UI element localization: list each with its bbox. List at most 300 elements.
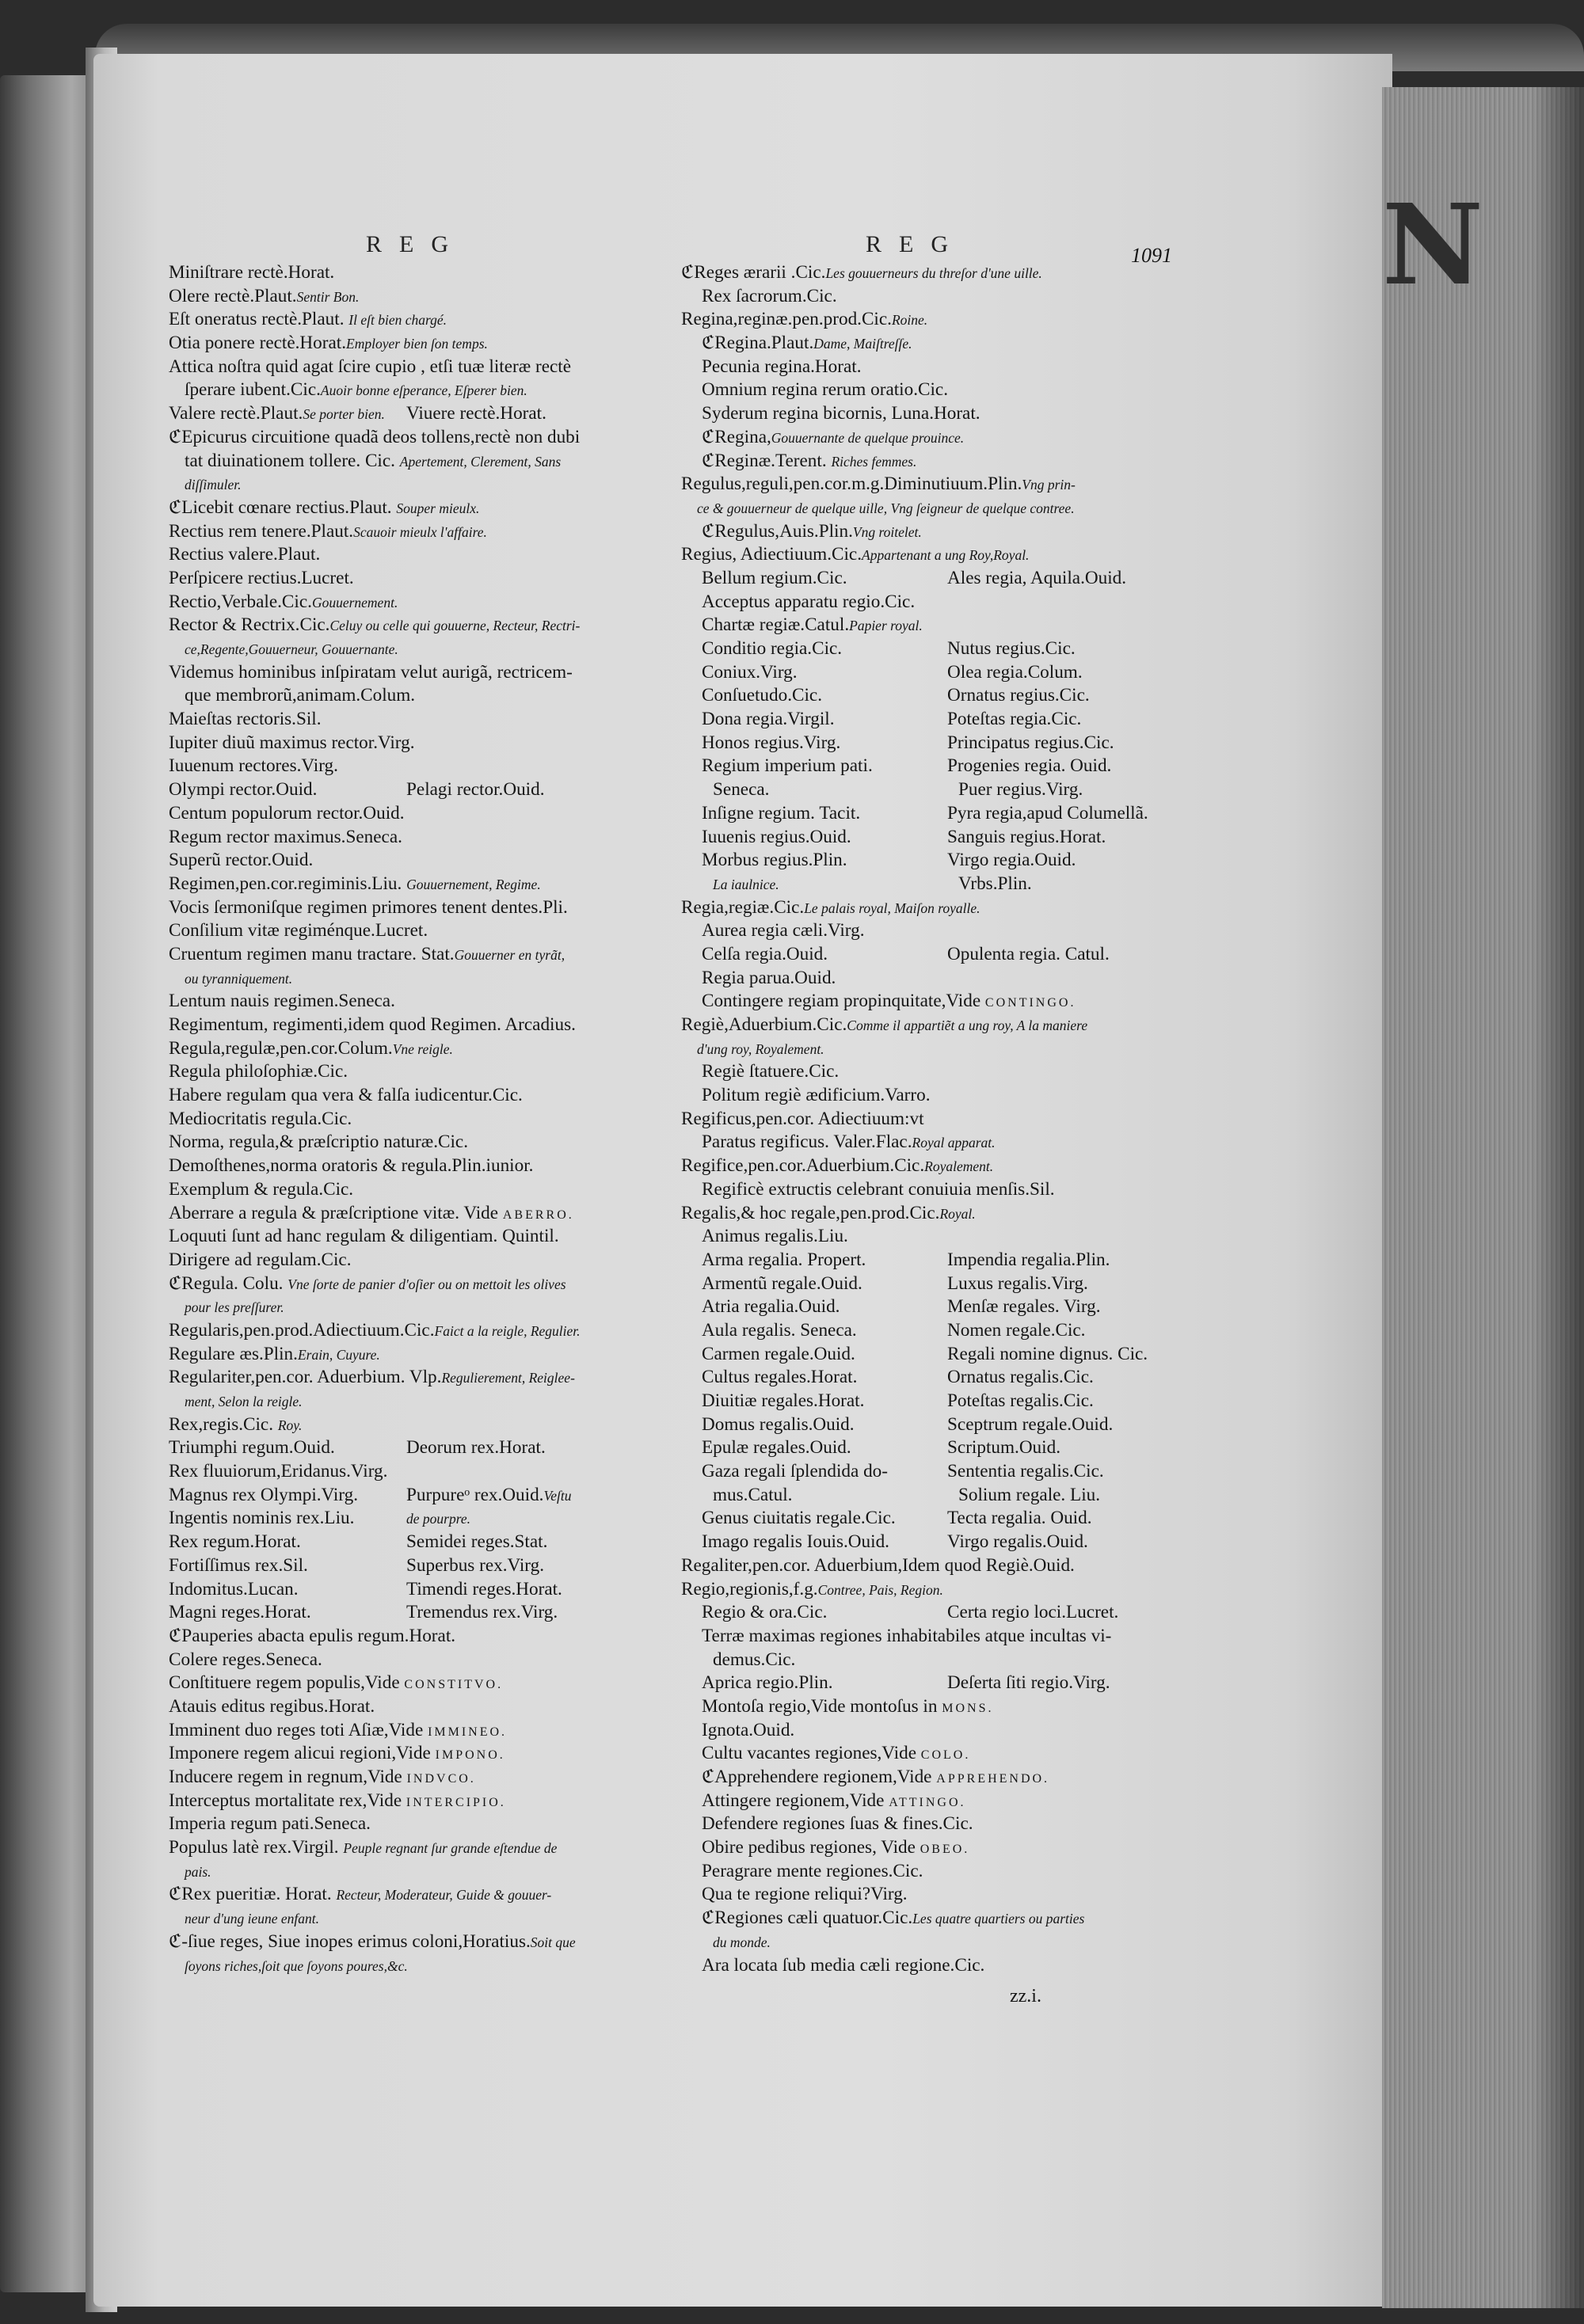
dictionary-line <box>169 1436 636 1460</box>
entry-right-half <box>406 778 545 802</box>
dictionary-line <box>169 1295 636 1319</box>
latin-text: Aberrare a regula & præſcriptione vitæ. Vide <box>169 1202 503 1223</box>
dictionary-line <box>169 1202 636 1226</box>
entry-right-half <box>947 1295 1101 1319</box>
dictionary-line <box>169 1225 636 1249</box>
latin-text: mus.Catul. <box>713 1484 793 1505</box>
latin-text: Iupiter diuũ maximus rector.Virg. <box>169 732 415 753</box>
french-gloss: Celuy ou celle qui gouuerne, Recteur, Rectri- <box>329 618 581 634</box>
latin-text: Regificus,pen.cor. Adiectiuum:vt <box>681 1108 924 1129</box>
latin-text: ſperare iubent.Cic. <box>185 379 321 401</box>
dictionary-line <box>169 1860 636 1884</box>
dictionary-line <box>681 708 1137 732</box>
dictionary-line <box>681 732 1137 755</box>
entry-right-half <box>406 402 546 426</box>
dictionary-line <box>681 1249 1137 1272</box>
french-gloss: diſſimuler. <box>185 477 242 493</box>
latin-text: Pelagi rector.Ouid. <box>406 779 545 801</box>
latin-text: Semidei reges.Stat. <box>406 1531 548 1553</box>
dictionary-line <box>169 1272 636 1296</box>
latin-text: Imago regalis Iouis.Ouid. <box>702 1531 889 1553</box>
latin-text: Otia ponere rectè.Horat. <box>169 333 347 354</box>
french-gloss: Royal. <box>939 1205 976 1222</box>
dictionary-line <box>681 1272 1137 1296</box>
dictionary-line <box>681 1484 1137 1508</box>
latin-text: Genus ciuitatis regale.Cic. <box>702 1508 896 1529</box>
latin-text: Regina,reginæ.pen.prod.Cic. <box>681 309 892 330</box>
french-gloss: Gouuernement, Regime. <box>406 876 541 892</box>
french-gloss: Riches femmes. <box>831 453 917 470</box>
latin-text: ℭRex pueritiæ. Horat. <box>169 1884 337 1905</box>
french-gloss: Contree, Pais, Region. <box>817 1581 943 1598</box>
latin-text: Imperia regum pati.Seneca. <box>169 1813 371 1835</box>
dictionary-line <box>681 1108 1137 1132</box>
latin-text: Regulariter,pen.cor. Aduerbium. Vlp. <box>169 1367 442 1388</box>
dictionary-line <box>169 1343 636 1367</box>
french-gloss: Roy. <box>277 1417 303 1433</box>
latin-text: Chartæ regiæ.Catul. <box>702 614 850 636</box>
dictionary-line <box>681 543 1137 567</box>
latin-text: Ales regia, Aquila.Ouid. <box>947 567 1127 588</box>
latin-text: ℭRegina, <box>702 426 771 447</box>
latin-text: Contingere regiam propinquitate,Vide <box>702 991 985 1012</box>
latin-text: Montoſa regio,Vide montoſus in <box>702 1695 942 1717</box>
dictionary-line <box>681 308 1137 332</box>
latin-text: Acceptus apparatu regio.Cic. <box>702 591 916 612</box>
latin-text: Indomitus.Lucan. <box>169 1578 299 1599</box>
dictionary-line <box>681 1343 1148 1367</box>
latin-text: ℭRegina.Plaut. <box>702 333 814 354</box>
entry-right-half <box>947 755 1111 778</box>
latin-text: Syderum regina bicornis, Luna.Horat. <box>702 403 980 424</box>
dictionary-line <box>681 1790 1137 1813</box>
dictionary-line <box>681 896 1137 920</box>
dictionary-line <box>169 1413 636 1437</box>
dictionary-line <box>169 708 636 732</box>
latin-text: Populus latè rex.Virgil. <box>169 1837 344 1858</box>
latin-text: Regum rector maximus.Seneca. <box>169 826 402 847</box>
dictionary-line <box>169 1131 636 1154</box>
dictionary-line <box>169 1695 636 1719</box>
dictionary-line <box>169 261 636 285</box>
entry-right-half <box>947 1319 1085 1343</box>
latin-text: Iuuenis regius.Ouid. <box>702 826 851 847</box>
latin-text: Armentũ regale.Ouid. <box>702 1272 862 1294</box>
entry-left-half <box>702 661 947 685</box>
entry-right-half <box>947 661 1083 685</box>
dictionary-line <box>169 1084 636 1108</box>
latin-text: Pyra regia,apud Columellã. <box>947 802 1148 823</box>
french-gloss: Erain, Cuyure. <box>297 1346 380 1363</box>
dictionary-line <box>681 520 1137 544</box>
latin-text: Deorum rex.Horat. <box>406 1437 546 1459</box>
latin-text: Sententia regalis.Cic. <box>947 1461 1104 1482</box>
french-gloss: Royalement. <box>924 1158 994 1175</box>
entry-left-half <box>169 1554 406 1578</box>
french-gloss: Gouuernante de quelque prouince. <box>771 429 965 446</box>
dictionary-line <box>169 1672 636 1695</box>
entry-left-half <box>169 1436 406 1460</box>
entry-left-half <box>702 849 947 873</box>
french-gloss: d'ung roy, Royalement. <box>697 1040 824 1057</box>
french-gloss: Le palais royal, Maiſon royalle. <box>804 900 980 916</box>
french-gloss: ce & gouuerneur de quelque uille, Vng ſeigneur de quelque contree. <box>697 500 1075 516</box>
cross-reference: INDVCO. <box>406 1772 476 1786</box>
dictionary-line <box>681 1625 1137 1649</box>
dictionary-line <box>681 1060 1137 1084</box>
entry-left-half <box>702 1343 947 1367</box>
latin-text: tat diuinationem tollere. Cic. <box>185 450 400 471</box>
entry-right-half <box>958 1484 1100 1508</box>
dictionary-line <box>681 826 1137 850</box>
dictionary-line <box>681 873 1137 896</box>
latin-text: ℭReges ærarii .Cic. <box>681 262 826 283</box>
french-gloss: La iaulnice. <box>713 876 779 892</box>
dictionary-line <box>169 919 636 943</box>
dictionary-line <box>169 1531 636 1554</box>
latin-text: Celſa regia.Ouid. <box>702 943 828 964</box>
entry-right-half <box>947 1460 1104 1484</box>
entry-right-half <box>958 873 1032 896</box>
dictionary-line <box>169 1108 636 1132</box>
latin-text: Triumphi regum.Ouid. <box>169 1437 335 1459</box>
dictionary-line <box>681 1860 1137 1884</box>
french-gloss: Peuple regnant ſur grande eſtendue de <box>343 1840 558 1857</box>
entry-left-half <box>702 1507 947 1531</box>
entry-right-half <box>947 637 1076 661</box>
entry-left-half <box>702 1390 947 1413</box>
dictionary-line <box>681 1366 1137 1390</box>
dictionary-line <box>681 614 1137 637</box>
entry-left-half <box>169 1484 406 1508</box>
entry-right-half <box>947 1531 1088 1554</box>
dictionary-line <box>681 1930 1137 1954</box>
latin-text: Bellum regium.Cic. <box>702 567 847 588</box>
latin-text: Dona regia.Virgil. <box>702 709 835 730</box>
entry-left-half <box>702 708 947 732</box>
latin-text: ℭLicebit cœnare rectius.Plaut. <box>169 496 397 518</box>
latin-text: Vrbs.Plin. <box>958 873 1032 894</box>
latin-text: Norma, regula,& præſcriptio naturæ.Cic. <box>169 1132 468 1153</box>
entry-right-half <box>406 1601 558 1625</box>
dictionary-line <box>169 1601 636 1625</box>
entry-left-half <box>702 1272 947 1296</box>
latin-text: Superbus rex.Virg. <box>406 1554 544 1576</box>
entry-left-half <box>702 1672 947 1695</box>
french-gloss: pais. <box>185 1863 211 1880</box>
latin-text: Conſtituere regem populis,Vide <box>169 1672 405 1694</box>
latin-text: Terræ maximas regiones inhabitabiles atque incultas vi- <box>702 1625 1112 1646</box>
dictionary-line <box>169 614 636 637</box>
latin-text: Rector & Rectrix.Cic. <box>169 614 330 636</box>
entry-left-half <box>702 1413 947 1437</box>
dictionary-line <box>681 378 1137 402</box>
latin-text: Morbus regius.Plin. <box>702 850 847 871</box>
latin-text: Attica noſtra quid agat ſcire cupio , etſi tuæ literæ rectè <box>169 356 572 377</box>
latin-text: Cultu vacantes regiones,Vide <box>702 1743 921 1764</box>
dictionary-line <box>681 1883 1137 1907</box>
dictionary-line <box>681 473 1137 496</box>
dictionary-line <box>681 356 1137 379</box>
dictionary-line <box>681 1554 1137 1578</box>
french-gloss: Employer bien ſon temps. <box>346 336 488 352</box>
french-gloss: Les gouuerneurs du threſor d'une uille. <box>825 265 1042 281</box>
thumb-index-tab-mark: N <box>1382 181 1483 310</box>
dictionary-line <box>169 1484 636 1508</box>
dictionary-line <box>169 637 636 661</box>
latin-text: Mediocritatis regula.Cic. <box>169 1108 352 1129</box>
dictionary-line <box>681 1531 1137 1554</box>
latin-text: Paratus regificus. Valer.Flac. <box>702 1132 912 1153</box>
french-gloss: Vne reigle. <box>392 1040 453 1057</box>
latin-text: Progenies regia. Ouid. <box>947 755 1112 777</box>
french-gloss: Dame, Maiſtreſſe. <box>813 336 912 352</box>
dictionary-line <box>169 873 636 896</box>
latin-text: Scriptum.Ouid. <box>947 1437 1060 1459</box>
dictionary-line <box>169 684 636 708</box>
entry-left-half <box>702 637 947 661</box>
french-gloss: pour les preſſurer. <box>185 1299 284 1316</box>
dictionary-line <box>681 426 1137 450</box>
dictionary-line <box>681 402 1137 426</box>
dictionary-line <box>681 661 1137 685</box>
dictionary-line <box>169 802 636 826</box>
french-gloss: ment, Selon la reigle. <box>185 1394 303 1409</box>
dictionary-line <box>169 1790 636 1813</box>
latin-text: Loquuti ſunt ad hanc regulam & diligentiam. Quintil. <box>169 1226 559 1247</box>
dictionary-line <box>169 543 636 567</box>
entry-left-half <box>169 402 406 426</box>
entry-right-half <box>406 1507 470 1531</box>
dictionary-line <box>681 1436 1137 1460</box>
entry-right-half <box>947 1366 1094 1390</box>
cross-reference: APPREHENDO. <box>936 1772 1050 1786</box>
entry-right-half <box>947 1390 1094 1413</box>
dictionary-line <box>169 496 636 520</box>
french-gloss: Veſtu <box>543 1487 572 1504</box>
entry-left-half <box>169 1507 406 1531</box>
dictionary-line <box>169 308 636 332</box>
dictionary-line <box>681 990 1137 1014</box>
dictionary-line <box>169 661 636 685</box>
latin-text: Attingere regionem,Vide <box>702 1790 889 1811</box>
french-gloss: Apertement, Clerement, Sans <box>399 453 562 470</box>
dictionary-line <box>681 1907 1137 1930</box>
right-running-head: REG <box>866 231 965 257</box>
french-gloss: Papier royal. <box>849 618 923 634</box>
latin-text: Aurea regia cæli.Virg. <box>702 920 865 941</box>
dictionary-line <box>169 520 636 544</box>
french-gloss: Regulierement, Reiglee- <box>441 1370 575 1386</box>
dictionary-line <box>681 802 1148 826</box>
dictionary-line <box>169 778 636 802</box>
latin-text: Rex regum.Horat. <box>169 1531 301 1553</box>
latin-text: Ornatus regius.Cic. <box>947 685 1090 706</box>
entry-left-half <box>702 755 947 778</box>
french-gloss: Sentir Bon. <box>296 288 360 305</box>
entry-left-half <box>702 1249 947 1272</box>
latin-text: Timendi reges.Horat. <box>406 1578 562 1599</box>
latin-text: Qua te regione reliqui?Virg. <box>702 1884 908 1905</box>
french-gloss: Faict a la reigle, Regulier. <box>434 1322 581 1339</box>
dictionary-line <box>169 1249 636 1272</box>
left-page <box>0 75 95 2292</box>
latin-text: Centum populorum rector.Ouid. <box>169 802 405 823</box>
latin-text: Peragrare mente regiones.Cic. <box>702 1860 923 1881</box>
latin-text: Sceptrum regale.Ouid. <box>947 1413 1114 1435</box>
dictionary-line <box>169 473 636 496</box>
entry-left-half <box>169 1531 406 1554</box>
latin-text: Conſilium vitæ regiménque.Lucret. <box>169 920 428 941</box>
left-dictionary-column <box>169 261 636 1977</box>
latin-text: Imminent duo reges toti Aſiæ,Vide <box>169 1719 428 1740</box>
latin-text: Conditio regia.Cic. <box>702 638 843 659</box>
dictionary-line <box>169 1742 636 1766</box>
latin-text: Luxus regalis.Virg. <box>947 1272 1088 1294</box>
french-gloss: ſoyons riches,ſoit que ſoyons poures,&c. <box>185 1957 408 1974</box>
french-gloss: Soit que <box>530 1934 576 1950</box>
entry-left-half <box>169 1601 406 1625</box>
entry-right-half <box>406 1436 546 1460</box>
latin-text: Perſpicere rectius.Lucret. <box>169 567 354 588</box>
french-gloss: Vng roitelet. <box>852 523 922 540</box>
cross-reference: ATTINGO. <box>889 1795 966 1809</box>
french-gloss: Recteur, Moderateur, Guide & gouuer- <box>336 1887 552 1904</box>
latin-text: ℭApprehendere regionem,Vide <box>702 1767 937 1787</box>
latin-text: Coniux.Virg. <box>702 661 798 683</box>
latin-text: Magni reges.Horat. <box>169 1602 311 1623</box>
latin-text: Puer regius.Virg. <box>958 779 1083 801</box>
latin-text: Regifice,pen.cor.Aduerbium.Cic. <box>681 1155 925 1177</box>
latin-text: Olere rectè.Plaut. <box>169 285 297 306</box>
latin-text: Virgo regia.Ouid. <box>947 850 1076 871</box>
dictionary-line <box>169 1883 636 1907</box>
latin-text: Ara locata ſub media cæli regione.Cic. <box>702 1954 985 1976</box>
latin-text: Tremendus rex.Virg. <box>406 1602 558 1623</box>
dictionary-line <box>681 1601 1137 1625</box>
entry-left-half <box>702 1436 947 1460</box>
dictionary-line <box>681 919 1137 943</box>
french-gloss: Les quatre quartiers ou parties <box>912 1911 1085 1927</box>
latin-text: Cruentum regimen manu tractare. Stat. <box>169 943 455 964</box>
dictionary-line <box>681 1154 1137 1178</box>
dictionary-line <box>681 637 1137 661</box>
dictionary-line <box>169 1836 636 1860</box>
latin-text: Ornatus regalis.Cic. <box>947 1367 1094 1388</box>
latin-text: ℭRegula. Colu. <box>169 1272 288 1294</box>
entry-left-half <box>169 1578 406 1602</box>
latin-text: Atauis editus regibus.Horat. <box>169 1695 375 1717</box>
dictionary-line <box>169 1390 636 1413</box>
latin-text: Imponere regem alicui regioni,Vide <box>169 1743 436 1764</box>
latin-text: Fortiſſimus rex.Sil. <box>169 1554 308 1576</box>
latin-text: Domus regalis.Ouid. <box>702 1413 855 1435</box>
french-gloss: du monde. <box>713 1934 771 1950</box>
latin-text: ℭPauperies abacta epulis regum.Horat. <box>169 1625 456 1646</box>
latin-text: Regula,regulæ,pen.cor.Colum. <box>169 1037 393 1059</box>
cross-reference: COLO. <box>920 1748 971 1763</box>
latin-text: Lentum nauis regimen.Seneca. <box>169 991 395 1012</box>
latin-text: Regium imperium pati. <box>702 755 873 777</box>
latin-text: Rex ſacrorum.Cic. <box>702 285 837 306</box>
cross-reference: ABERRO. <box>502 1208 574 1222</box>
latin-text: Demoſthenes,norma oratoris & regula.Plin.iunior. <box>169 1155 534 1177</box>
dictionary-line <box>681 1719 1137 1743</box>
latin-text: Inducere regem in regnum,Vide <box>169 1767 407 1787</box>
dictionary-line <box>169 426 636 450</box>
fore-edge-shadow <box>1533 87 1584 2308</box>
signature-mark: zz.i. <box>1010 1986 1041 2006</box>
dictionary-line <box>169 1649 636 1672</box>
dictionary-line <box>169 1178 636 1202</box>
dictionary-line <box>681 684 1137 708</box>
dictionary-line <box>169 1507 636 1531</box>
latin-text: Inſigne regium. Tacit. <box>702 802 861 823</box>
entry-right-half <box>947 732 1114 755</box>
latin-text: Regio,regionis,f.g. <box>681 1578 818 1599</box>
latin-text: Regaliter,pen.cor. Aduerbium,Idem quod Regiè.Ouid. <box>681 1554 1075 1576</box>
latin-text: ℭRegiones cæli quatuor.Cic. <box>702 1908 913 1929</box>
dictionary-line <box>681 1178 1137 1202</box>
dictionary-line <box>169 450 636 474</box>
dictionary-line <box>681 967 1137 991</box>
latin-text: Viuere rectè.Horat. <box>406 403 546 424</box>
latin-text: Purpureᵒ rex.Ouid. <box>406 1484 544 1505</box>
entry-right-half <box>947 802 1148 826</box>
cross-reference: OBEO. <box>920 1843 970 1857</box>
entry-left-half <box>702 1366 947 1390</box>
dictionary-line <box>681 1812 1137 1836</box>
latin-text: Colere reges.Seneca. <box>169 1649 322 1670</box>
latin-text: Regularis,pen.prod.Adiectiuum.Cic. <box>169 1319 435 1341</box>
french-gloss: Gouuernement. <box>311 594 398 610</box>
cross-reference: MONS. <box>942 1701 994 1715</box>
dictionary-line <box>681 1672 1137 1695</box>
dictionary-line <box>169 356 636 379</box>
dictionary-line <box>681 1460 1137 1484</box>
latin-text: Conſuetudo.Cic. <box>702 685 822 706</box>
dictionary-line <box>169 402 636 426</box>
entry-right-half <box>406 1484 571 1508</box>
latin-text: Regimentum, regimenti,idem quod Regimen. Arcadius. <box>169 1014 576 1035</box>
latin-text: Magnus rex Olympi.Virg. <box>169 1484 359 1505</box>
entry-right-half <box>947 943 1110 967</box>
entry-right-half <box>947 849 1076 873</box>
french-gloss: Royal apparat. <box>912 1135 996 1151</box>
latin-text: Impendia regalia.Plin. <box>947 1249 1110 1270</box>
latin-text: Arma regalia. Propert. <box>702 1249 866 1270</box>
dictionary-line <box>681 1413 1137 1437</box>
latin-text: Politum regiè ædificium.Varro. <box>702 1085 931 1106</box>
latin-text: Aprica regio.Plin. <box>702 1672 833 1694</box>
dictionary-line <box>681 1742 1137 1766</box>
latin-text: Tecta regalia. Ouid. <box>947 1508 1092 1529</box>
entry-right-half <box>947 567 1126 591</box>
french-gloss: ou tyranniquement. <box>185 970 293 987</box>
entry-right-half <box>947 1413 1113 1437</box>
entry-right-half <box>947 826 1106 850</box>
latin-text: Videmus hominibus inſpiratam velut aurigã, rectricem- <box>169 661 573 683</box>
dictionary-line <box>169 1625 636 1649</box>
latin-text: Regula philoſophiæ.Cic. <box>169 1061 348 1082</box>
entry-left-half <box>702 567 947 591</box>
dictionary-line <box>681 1836 1137 1860</box>
dictionary-line <box>169 1930 636 1954</box>
latin-text: ℭReginæ.Terent. <box>702 450 832 471</box>
latin-text: Atria regalia.Ouid. <box>702 1296 840 1318</box>
dictionary-line <box>681 261 1137 285</box>
latin-text: Regimen,pen.cor.regiminis.Liu. <box>169 873 407 894</box>
